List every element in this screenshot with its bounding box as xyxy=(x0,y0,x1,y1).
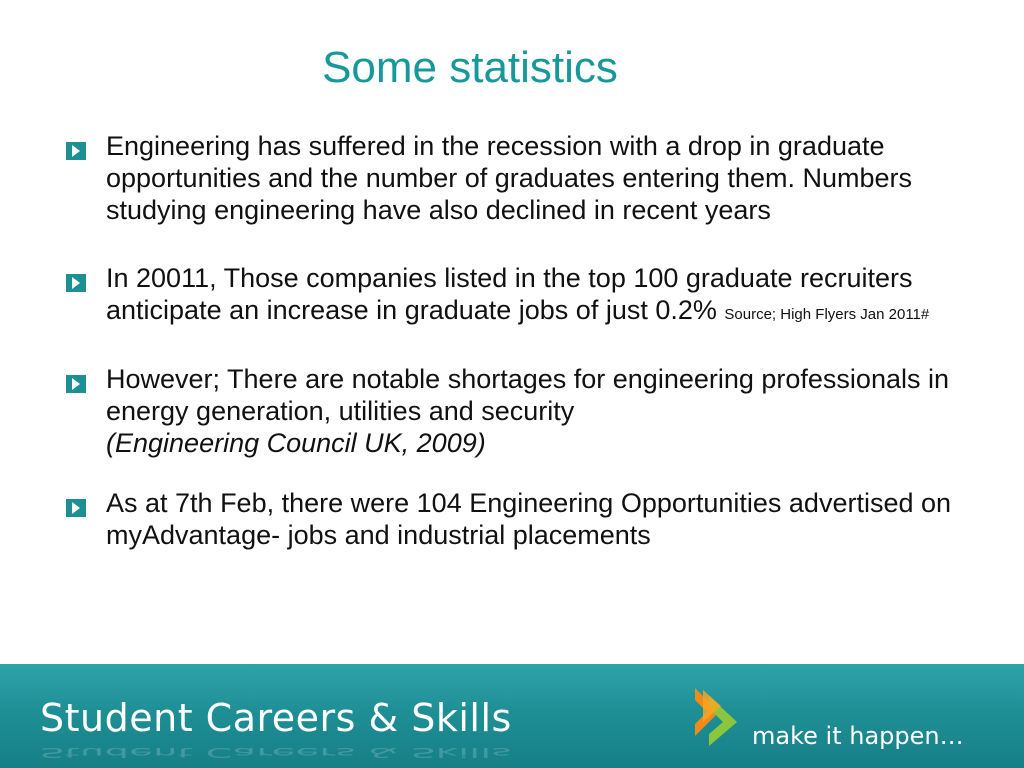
bullet-list xyxy=(62,130,992,551)
bullet-text: Engineering has suffered in the recession with a drop in graduate opportunities and the number of graduates entering them. Numbers studying engineering have also declined in recent years xyxy=(106,131,912,225)
bullet-text: As at 7th Feb, there were 104 Engineering Opportunities advertised on myAdvantage- jobs and industrial placements xyxy=(106,488,952,550)
arrow-bullet-icon xyxy=(66,274,86,292)
footer-brand-reflection: Student Careers & Skills xyxy=(40,744,512,760)
slide-title: Some statistics xyxy=(322,43,618,92)
footer-band xyxy=(0,664,1024,768)
citation: (Engineering Council UK, 2009) xyxy=(106,428,486,458)
arrow-bullet-icon xyxy=(66,375,86,393)
bullet-item-4 xyxy=(62,487,992,551)
footer-brand: Student Careers & Skills xyxy=(40,696,512,740)
bullet-item-1 xyxy=(62,130,992,226)
bullet-text: However; There are notable shortages for engineering professionals in energy generation, utilities and security xyxy=(106,364,949,426)
source-note: Source; High Flyers Jan 2011# xyxy=(724,306,930,323)
arrow-bullet-icon xyxy=(66,499,86,517)
arrow-bullet-icon xyxy=(66,142,86,160)
bullet-item-3 xyxy=(62,363,992,459)
double-chevron-logo-icon xyxy=(693,686,747,748)
footer-tagline: make it happen… xyxy=(752,722,964,750)
bullet-item-2 xyxy=(62,262,992,331)
bullet-text: In 20011, Those companies listed in the top 100 graduate recruiters anticipate an increase in graduate jobs of just 0.2% xyxy=(106,263,913,325)
